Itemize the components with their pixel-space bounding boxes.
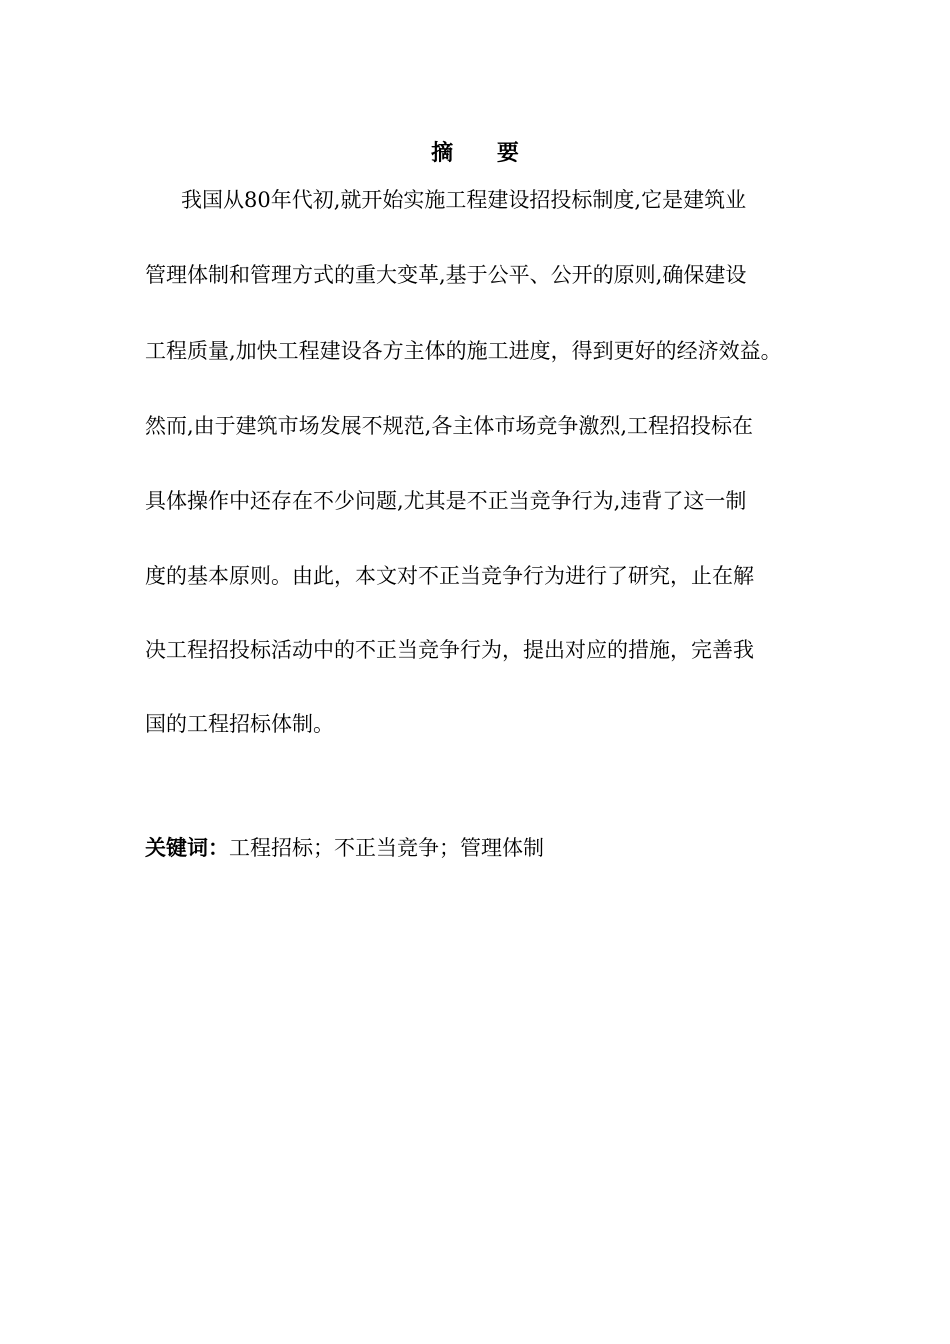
abstract-line-5: 具体操作中还存在不少问题,尤其是不正当竞争行为,违背了这一制	[145, 489, 747, 513]
keywords-label: 关键词：	[145, 836, 229, 860]
abstract-line-3: 工程质量,加快工程建设各方主体的施工进度，得到更好的经济效益。	[145, 339, 782, 363]
abstract-line-8: 国的工程招标体制。	[145, 712, 334, 736]
abstract-title: 摘 要	[431, 141, 537, 166]
abstract-line-4: 然而,由于建筑市场发展不规范,各主体市场竞争激烈,工程招投标在	[145, 414, 754, 438]
keywords-line	[145, 833, 544, 863]
abstract-line-6: 度的基本原则。由此，本文对不正当竞争行为进行了研究，止在解	[145, 564, 754, 588]
keywords-text: 工程招标；不正当竞争；管理体制	[229, 836, 544, 860]
abstract-line-7: 决工程招投标活动中的不正当竞争行为，提出对应的措施，完善我	[145, 638, 754, 662]
abstract-line-2: 管理体制和管理方式的重大变革,基于公平、公开的原则,确保建设	[145, 263, 747, 287]
abstract-line-1: 我国从80年代初,就开始实施工程建设招投标制度,它是建筑业	[181, 188, 747, 212]
